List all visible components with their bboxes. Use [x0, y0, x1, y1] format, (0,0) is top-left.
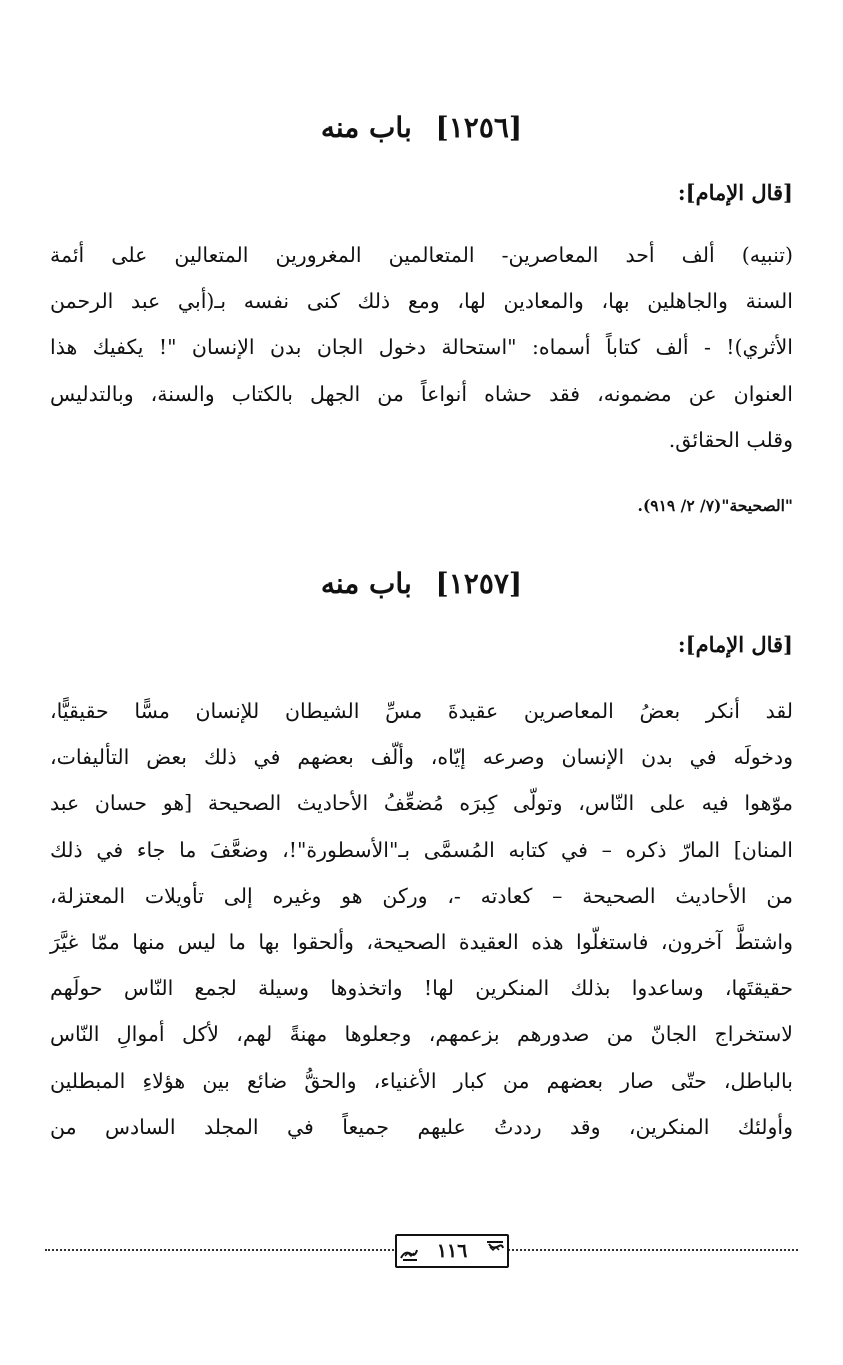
- section-heading-1257: [0, 564, 843, 604]
- text-line: وأولئك المنكرين، وقد رددتُ عليهم جميعاً في المجلد السادس من: [50, 1114, 793, 1139]
- page-number: ١١٦: [436, 1240, 468, 1262]
- section-number: [١٢٥٦]: [435, 111, 523, 144]
- speaker-label: [قال الإمام]:: [677, 180, 793, 205]
- section-heading-1256: [0, 108, 843, 148]
- page-footer: [45, 1232, 798, 1268]
- text-line: (تنبيه) ألف أحد المعاصرين- المتعالمين المغرورين المتعالين على أئمة: [50, 243, 793, 267]
- text-line: الأثري)! - ألف كتاباً أسماه: "استحالة دخول الجان بدن الإنسان "! يكفيك هذا: [50, 335, 793, 360]
- text-line: من الأحاديث الصحيحة – كعادته -، وركن هو وغيره إلى تأويلات المعتزلة،: [50, 883, 793, 908]
- text-line: واشتطَّ آخرون، فاستغلّوا هذه العقيدة الصحيحة، وألحقوا بها ما ليس منها ممّا غيَّرَ: [50, 930, 793, 955]
- section-title: باب منه: [320, 567, 412, 600]
- text-line: المنان] المارّ ذكره – في كتابه المُسمَّى بـ"الأسطورة"!، وضعَّفَ ما جاء في ذلك: [50, 837, 793, 862]
- corner-ornament-icon: [485, 1238, 505, 1262]
- text-line: العنوان عن مضمونه، فقد حشاه أنواعاً من الجهل بالكتاب والسنة، وبالتدليس: [50, 381, 793, 406]
- text-line: السنة والجاهلين بها، والمعادين لها، ومع ذلك كنى نفسه بـ(أبي عبد الرحمن: [50, 289, 793, 314]
- page-number-box: [395, 1234, 509, 1268]
- source-reference: "الصحيحة"(٧/ ٢/ ٩١٩).: [637, 496, 793, 515]
- text-line: ودخولَه في بدن الإنسان وصرعه إيّاه، وألّف بعضهم في ذلك بعض التأليفات،: [50, 745, 793, 770]
- text-line: بالباطل، حتّى صار بعضهم من كبار الأغنياء، والحقُّ ضائع بين هؤلاءِ المبطلين: [50, 1068, 793, 1093]
- text-line: لاستخراج الجانّ من صدورهم بزعمهم، وجعلوها مهنةً لهم، لأكل أموالِ النّاس: [50, 1022, 793, 1047]
- paragraph-1257: [50, 688, 793, 1150]
- section-number: [١٢٥٧]: [435, 567, 523, 600]
- text-line: لقد أنكر بعضُ المعاصرين عقيدةَ مسِّ الشيطان للإنسان مسًّا حقيقيًّا،: [50, 699, 793, 723]
- text-line: موّهوا فيه على النّاس، وتولّى كِبرَه مُضعِّفُ الأحاديث الصحيحة [هو حسان عبد: [50, 791, 793, 816]
- paragraph-1256: [50, 232, 793, 463]
- speaker-label: [قال الإمام]:: [677, 632, 793, 657]
- text-line: حقيقتَها، وساعدوا بذلك المنكرين لها! واتخذوها وسيلة لجمع النّاس حولَهم: [50, 976, 793, 1001]
- corner-ornament-icon: [399, 1238, 419, 1262]
- text-line: وقلب الحقائق.: [668, 427, 793, 452]
- section-title: باب منه: [320, 111, 412, 144]
